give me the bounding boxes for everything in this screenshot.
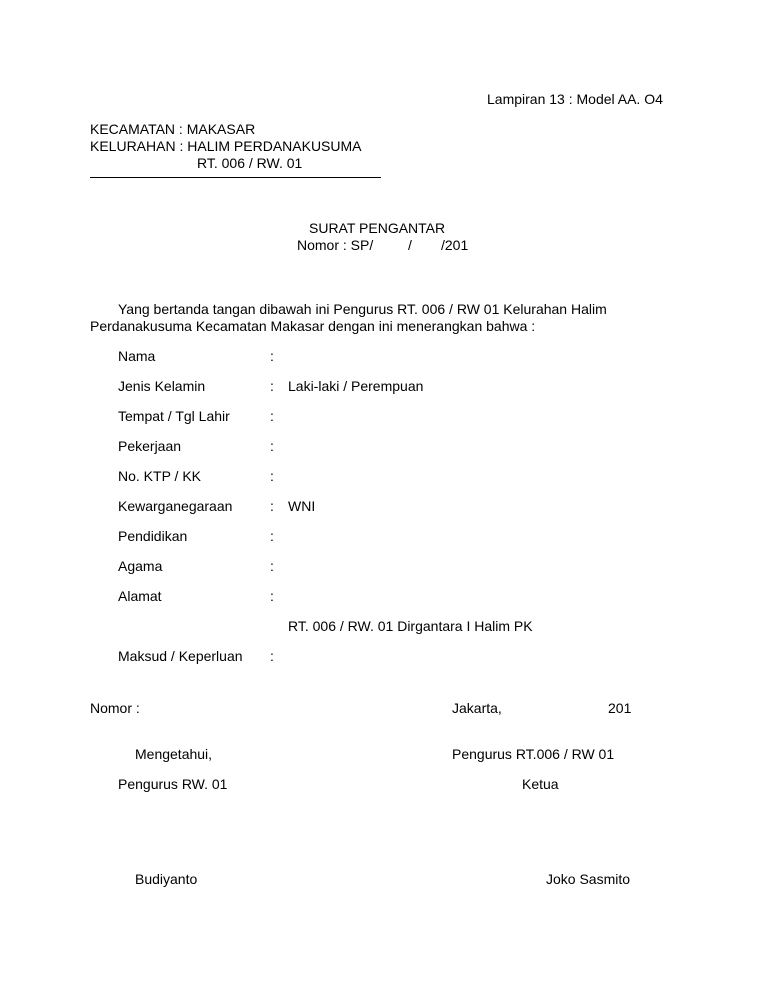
attachment-label: Lampiran 13 : Model AA. O4 xyxy=(487,91,663,107)
field-colon: : xyxy=(270,438,274,454)
address-detail: RT. 006 / RW. 01 Dirgantara I Halim PK xyxy=(288,618,533,634)
intro-line-2: Perdanakusuma Kecamatan Makasar dengan ini menerangkan bahwa : xyxy=(90,318,536,334)
kecamatan-label: KECAMATAN : MAKASAR xyxy=(90,121,256,137)
field-label: Agama xyxy=(118,558,163,574)
letter-number-year: /201 xyxy=(441,237,469,253)
field-colon: : xyxy=(270,348,274,364)
field-value: WNI xyxy=(288,498,316,514)
field-label: Pendidikan xyxy=(118,528,188,544)
field-colon: : xyxy=(270,498,274,514)
chair-label: Ketua xyxy=(522,776,559,792)
field-label: Kewarganegaraan xyxy=(118,498,233,514)
field-colon: : xyxy=(270,588,274,604)
field-label: Alamat xyxy=(118,588,162,604)
rw-board-label: Pengurus RW. 01 xyxy=(118,776,228,792)
field-label: Jenis Kelamin xyxy=(118,378,206,394)
field-colon: : xyxy=(270,648,274,664)
footer-city-label: Jakarta, xyxy=(452,700,502,716)
field-colon: : xyxy=(270,528,274,544)
field-colon: : xyxy=(270,378,274,394)
field-colon: : xyxy=(270,468,274,484)
acknowledged-label: Mengetahui, xyxy=(135,746,213,762)
field-label: Maksud / Keperluan xyxy=(118,648,243,664)
field-value: Laki-laki / Perempuan xyxy=(288,378,424,394)
field-label: Pekerjaan xyxy=(118,438,182,454)
rt-signatory-name: Joko Sasmito xyxy=(546,871,631,887)
field-colon: : xyxy=(270,558,274,574)
footer-nomor-label: Nomor : xyxy=(90,700,140,716)
rw-signatory-name: Budiyanto xyxy=(135,871,198,887)
letter-number-prefix: Nomor : SP/ xyxy=(297,237,374,253)
field-label: Tempat / Tgl Lahir xyxy=(118,408,230,424)
footer-year-label: 201 xyxy=(608,700,632,716)
field-colon: : xyxy=(270,408,274,424)
rt-rw-label: RT. 006 / RW. 01 xyxy=(197,155,303,171)
kelurahan-label: KELURAHAN : HALIM PERDANAKUSUMA xyxy=(90,138,362,154)
letter-number-separator: / xyxy=(408,237,412,253)
header-underline xyxy=(90,177,381,178)
letter-title: SURAT PENGANTAR xyxy=(309,220,446,236)
field-label: Nama xyxy=(118,348,156,364)
intro-line-1: Yang bertanda tangan dibawah ini Pengurus RT. 006 / RW 01 Kelurahan Halim xyxy=(118,301,607,317)
field-label: No. KTP / KK xyxy=(118,468,201,484)
rt-board-label: Pengurus RT.006 / RW 01 xyxy=(452,746,615,762)
